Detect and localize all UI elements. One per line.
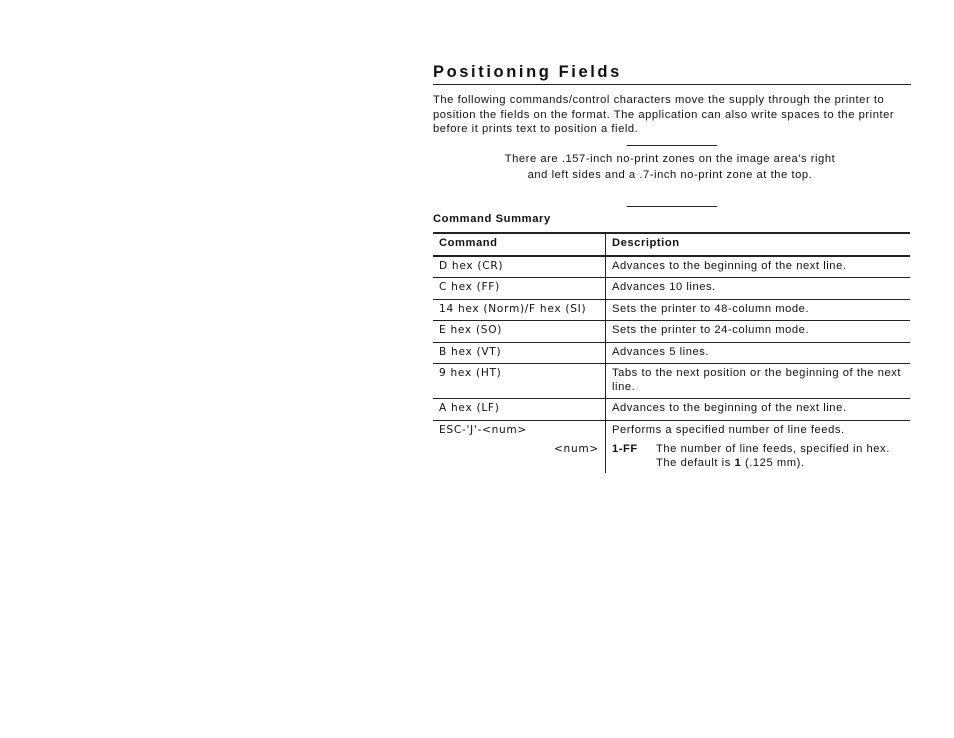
table-row — [433, 278, 910, 300]
note-text: There are .157-inch no-print zones on the image area's right and left sides and a .7-inch no-print zone at the top. — [504, 153, 836, 181]
description-cell: Advances 10 lines. — [606, 278, 911, 300]
command-cell: B hex (VT) — [433, 342, 606, 364]
command-cell: D hex (CR) — [433, 256, 606, 278]
description-column-header: Description — [606, 233, 911, 256]
command-cell: 9 hex (HT) — [433, 364, 606, 399]
description-cell: Advances 5 lines. — [606, 342, 911, 364]
command-cell: A hex (LF) — [433, 399, 606, 421]
parameter-text-after: (.125 mm). — [741, 456, 805, 469]
table-row — [433, 321, 910, 343]
parameter-name-cell — [433, 441, 606, 473]
table-row — [433, 256, 910, 278]
command-column-header: Command — [433, 233, 606, 256]
description-cell: Advances to the beginning of the next line. — [606, 399, 911, 421]
table-row — [433, 342, 910, 364]
table-row — [433, 364, 910, 399]
table-row — [433, 420, 910, 441]
intro-paragraph: The following commands/control characters move the supply through the printer to position the fields on the format. The application can also write spaces to the printer before it prints text to position a field. — [433, 94, 895, 136]
description-cell: Advances to the beginning of the next line. — [606, 256, 911, 278]
table-row — [433, 299, 910, 321]
parameter-name: <num> — [553, 443, 599, 455]
command-cell: C hex (FF) — [433, 278, 606, 300]
command-summary-table — [433, 232, 910, 473]
parameter-row — [433, 441, 910, 473]
parameter-text-before: The number of line feeds, specified in hex. The default is — [656, 443, 890, 469]
description-cell: Tabs to the next position or the beginning of the next line. — [606, 364, 911, 399]
note-bottom-rule — [627, 206, 717, 207]
command-cell: 14 hex (Norm)/F hex (SI) — [433, 299, 606, 321]
section-title: Positioning Fields — [433, 63, 911, 85]
note-top-rule — [627, 145, 717, 146]
command-cell: E hex (SO) — [433, 321, 606, 343]
parameter-description-cell — [606, 441, 911, 473]
table-row — [433, 399, 910, 421]
parameter-value: 1-FF — [612, 443, 638, 455]
command-summary-label: Command Summary — [433, 213, 551, 225]
description-cell: Sets the printer to 24-column mode. — [606, 321, 911, 343]
description-cell: Sets the printer to 48-column mode. — [606, 299, 911, 321]
parameter-default-value: 1 — [734, 456, 742, 469]
command-cell: ESC-'J'-<num> — [433, 420, 606, 441]
parameter-text — [656, 443, 904, 470]
table-header-row — [433, 233, 910, 256]
description-cell: Performs a specified number of line feeds. — [612, 423, 845, 436]
